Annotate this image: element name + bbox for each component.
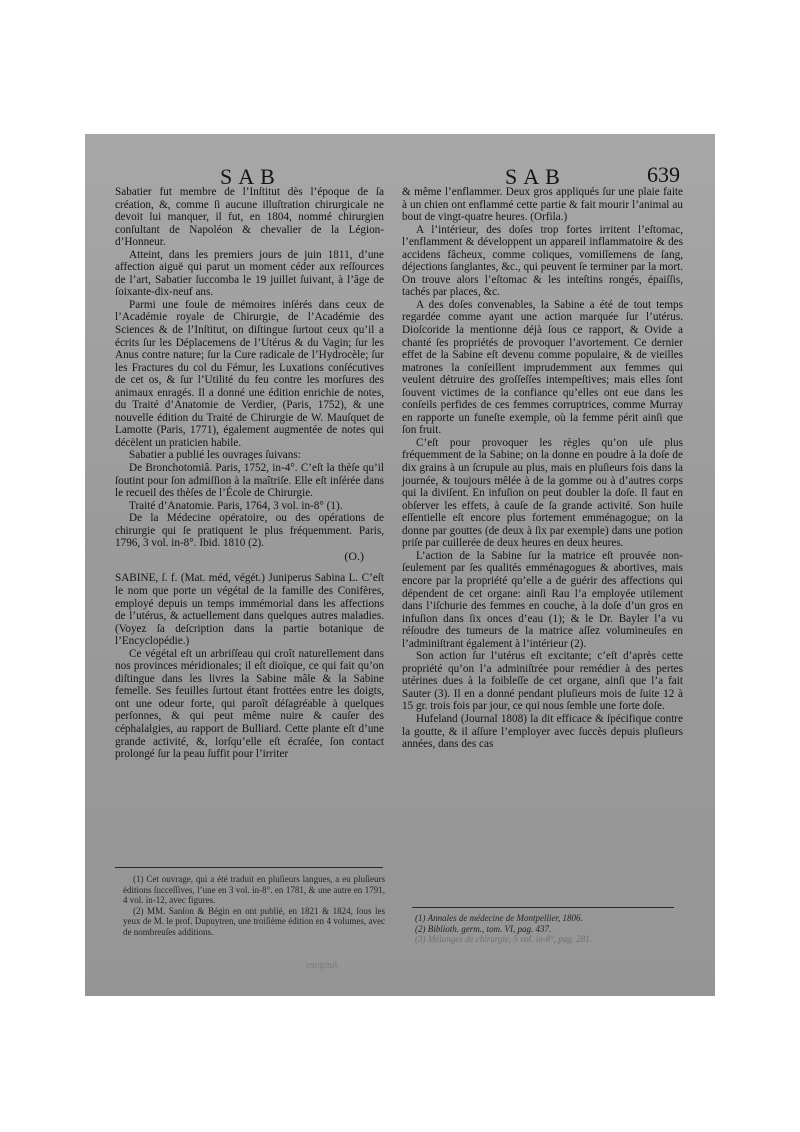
footnotes-right <box>415 913 677 945</box>
paragraph: Sabatier a publié les ouvrages ſuivans: <box>129 449 301 462</box>
author-signature: (O.) <box>344 548 364 563</box>
paragraph: C’eſt pour provoquer les règles qu’on uſe plus fréquemment de la Sabine; on la donne en poudre à la doſe de dix grains à un ſcrupule au plus, mais en pluſieurs fois dans la journée, & toujours mêlée à de la gomme ou à d’autres corps qui la diviſent. En infuſion on peut doubler la doſe. Il faut en obſerver les effets, à cauſe de ſa grande activité. Son huile eſſentielle eſt encore plus fortement emménagogue; on la donne par gouttes (de deux à ſix par exemple) dans une potion priſe par cuillerée de deux heures en deux heures. <box>402 436 683 550</box>
footnote-rule-right <box>412 907 674 908</box>
footnotes-left <box>123 874 385 938</box>
paragraph: Ce végétal eſt un arbriſſeau qui croît naturellement dans nos provinces méridionales; il eſt dioïque, ce qui fait qu’on diſtingue dans les livres la Sabine mâle & la Sabine femelle. Ses feuilles ſurtout étant frottées entre les doigts, ont une odeur forte, qui paroît déſagréable à quelques perſonnes, & qui peut même nuire & cauſer des céphalalgies, au rapport de Bulliard. Cette plante eſt d’une grande activité, &, lorſqu’elle eſt écraſée, ſon contact prolongé ſur la peau ſuffit pour l’irriter <box>115 647 384 761</box>
right-column <box>402 186 683 751</box>
paragraph: L’action de la Sabine ſur la matrice eſt prouvée non-ſeulement par ſes qualités emménagogues & abortives, mais encore par la propriété qu’elle a de guérir des affections qui dépendent de cet organe: ainſi Rau l’a employée utilement dans l’iſchurie des femmes en couche, à la doſe d’un gros en infuſion dans ſix onces d’eau (1); & le Dr. Bayler l’a vu réſoudre des tumeurs de la matrice aſſez volumineuſes en l’adminiſtrant également à l’intérieur (2). <box>402 549 683 650</box>
paragraph: A l’intérieur, des doſes trop fortes irritent l’eſtomac, l’enflamment & développent un appareil inflammatoire & des accidens fâcheux, comme coliques, vomiſſemens de ſang, déjections ſanglantes, &c., qui peuvent ſe terminer par la mort. On trouve alors l’eſtomac & les inteſtins rongés, épaiſſis, tachés par places, &c. <box>402 223 683 299</box>
running-head-left: SAB <box>220 164 281 189</box>
paragraph: & même l’enflammer. Deux gros appliqués ſur une plaie faite à un chien ont enflammé cette partie & fait mourir l’animal au bout de vingt-quatre heures. (Orfila.) <box>402 186 683 224</box>
left-column <box>115 186 384 761</box>
scanned-page <box>85 134 715 996</box>
paragraph: Sabatier fut membre de l’Inſtitut dès l’époque de ſa création, &, comme ſi aucune illuſtration chirurgicale ne devoit lui manquer, il fut, en 1804, nommé chirurgien conſultant de Napoléon & chevalier de la Légion-d’Honneur. <box>115 186 384 249</box>
paragraph: Hufeland (Journal 1808) la dit efficace & ſpécifique contre la goutte, & il aſſure l’employer avec ſuccès depuis pluſieurs années, dans des cas <box>402 712 683 751</box>
footnote: (2) MM. Sanſon & Bégin en ont publié, en 1821 & 1824, ſous les yeux de M. le prof. Dupuytren, une troiſième édition en 4 volumes, avec de nombreuſes additions. <box>123 905 385 937</box>
article-sabine: SABINE, ſ. f. (Mat. méd, végét.) Juniperus Sabina L. C’eſt le nom que porte un végétal de la famille des Conifères, employé depuis un temps immémorial dans les affections de l’utérus, & actuellement dans quelques autres maladies. (Voyez ſa deſcription dans la partie botanique de l’Encyclopédie.) <box>115 572 384 648</box>
paragraph: Parmi une foule de mémoires inſérés dans ceux de l’Académie royale de Chirurgie, de l’Académie des Sciences & de l’Inſtitut, on diſtingue ſurtout ceux qu’il a écrits ſur les Déplacemens de l’Utérus & du Vagin; ſur les Anus contre nature; ſur la Cure radicale de l’Hydrocèle; ſur les Fractures du col du Fémur, les Luxations conſécutives de cet os, & ſur l’Utilité du feu contre les morſures des animaux enragés. Il a donné une édition enrichie de notes, du Traité d’Anatomie de Verdier, (Paris, 1752), & une nouvelle édition du Traité de Chirurgie de W. Mauſquet de Lamotte (Paris, 1771), également augmentée de notes qui décèlent un praticien habile. <box>115 298 384 449</box>
footnote: (3) Mélanges de chirurgie, 5 vol. in-8°, pag. 281. <box>415 934 592 945</box>
paragraph: A des doſes convenables, la Sabine a été de tout temps regardée comme ayant une action marquée ſur l’utérus. Dioſcoride la mentionne déjà ſous ce rapport, & Ovide a chanté ſes propriétés de provoquer l’avortement. Ce dernier effet de la Sabine eſt devenu comme populaire, & de vieilles matrones la conſeillent imprudemment aux femmes qui veulent détruire des groſſeſſes intempeſtives; mais elles ſont ſouvent victimes de la confiance qu’elles ont eue dans les conſeils perfides de ces femmes corruptrices, comme Murray en rapporte un funeſte exemple, où la femme périt ainſi que ſon fruit. <box>402 298 683 437</box>
paragraph: Son action ſur l’utérus eſt excitante; c’eſt d’après cette propriété qu’on l’a adminiſtrée pour remédier à des pertes utérines dues à la foibleſſe de cet organe, ainſi que l’a fait Sauter (3). Il en a donné pendant pluſieurs mois de ſuite 12 à 15 gr. trois fois par jour, ce qui nous ſemble une forte doſe. <box>402 650 683 713</box>
bibliography-entry: De Bronchotomiâ. Paris, 1752, in-4°. C’eſt la thèſe qu’il ſoutint pour ſon admiſſion à la maîtriſe. Elle eſt inſérée dans le recueil des thèſes de l’École de Chirurgie. <box>115 462 384 500</box>
paragraph: Atteint, dans les premiers jours de juin 1811, d’une affection aiguë qui parut un moment céder aux reſſources de l’art, Sabatier ſuccomba le 19 juillet ſuivant, à l’âge de ſoixante-dix-neuf ans. <box>115 248 384 299</box>
bleed-through-mark: Jungues <box>306 960 339 971</box>
running-head-right: SAB <box>505 164 566 189</box>
page-number: 639 <box>647 162 680 187</box>
bibliography-entry: Traité d’Anatomie. Paris, 1764, 3 vol. in-8° (1). <box>129 499 343 512</box>
footnote-rule-left <box>115 867 383 868</box>
footnote: (1) Cet ouvrage, qui a été traduit en pluſieurs langues, a eu pluſieurs éditions ſucceſſives, l’une en 3 vol. in-8°. en 1781, & une autre en 1791, 4 vol. in-12, avec figures. <box>123 874 385 906</box>
bibliography-entry: De la Médecine opératoire, ou des opérations de chirurgie qui ſe pratiquent le plus fréquemment. Paris, 1796, 3 vol. in-8°. Ibid. 1810 (2). <box>115 512 384 550</box>
footnote: (1) Annales de médecine de Montpellier, 1806. <box>415 913 583 923</box>
footnote: (2) Biblioth. germ., tom. VI, pag. 437. <box>415 923 552 934</box>
